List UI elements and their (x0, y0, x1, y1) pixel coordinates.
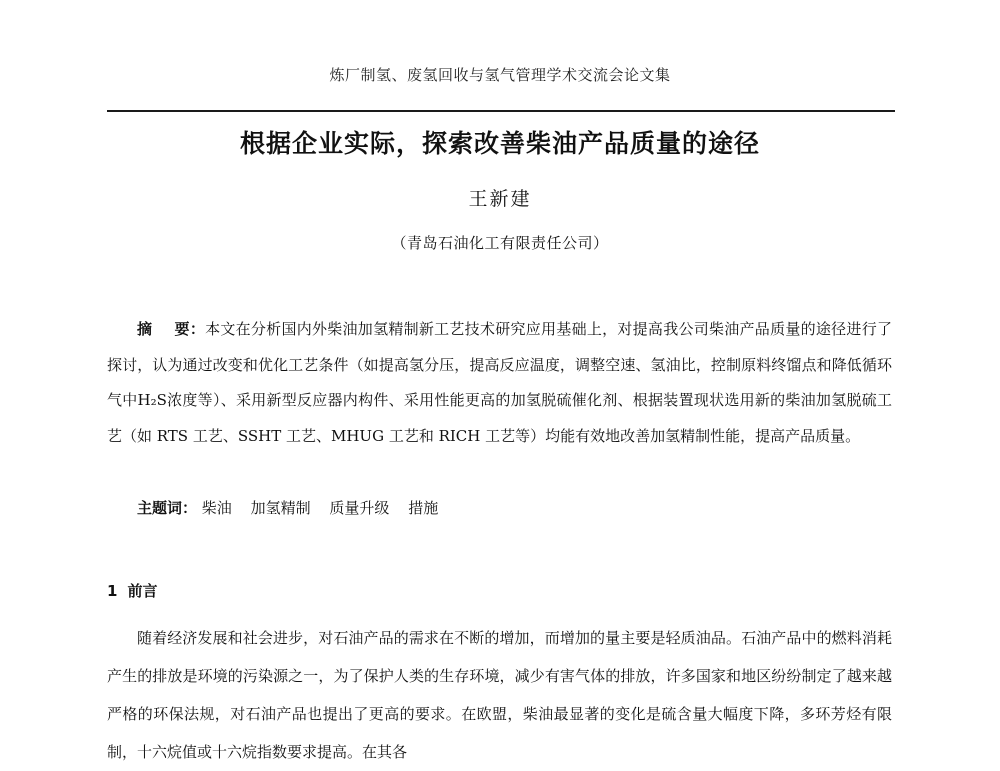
body-paragraph: 随着经济发展和社会进步，对石油产品的需求在不断的增加，而增加的量主要是轻质油品。石油产品中的燃料消耗产生的排放是环境的污染源之一，为了保护人类的生存环境，减少有害气体的排放，许多国家和地区纷纷制定了越来越严格的环保法规，对石油产品也提出了更高的要求。在欧盟，柴油最显著的变化是硫含量大幅度下降，多环芳烃有限制，十六烷值或十六烷指数要求提高。在其各 (107, 629, 892, 761)
running-header: 炼厂制氢、废氢回收与氢气管理学术交流会论文集 (329, 66, 671, 84)
author-name: 王新建 (468, 188, 532, 210)
keyword-item: 加氢精制 (250, 499, 311, 517)
keyword-item: 质量升级 (329, 499, 390, 517)
abstract-text: 本文在分析国内外柴油加氢精制新工艺技术研究应用基础上，对提高我公司柴油产品质量的途径进行了探讨，认为通过改变和优化工艺条件（如提高氢分压，提高反应温度，调整空速、氢油比，控制原料终馏点和降低循环气中H₂S浓度等）、采用新型反应器内构件、采用性能更高的加氢脱硫催化剂、根据装置现状选用新的柴油加氢脱硫工艺（如 RTS 工艺、SSHT 工艺、MHUG 工艺和 RICH 工艺等）均能有效地改善加氢精制性能，提高产品质量。 (107, 320, 892, 445)
abstract-label: 摘 要： (137, 320, 206, 338)
header-divider (107, 110, 895, 112)
keyword-item: 措施 (408, 499, 439, 517)
section-heading (107, 580, 157, 601)
section-number: 1 (107, 582, 118, 600)
keywords-label: 主题词： (137, 499, 198, 517)
section-title: 前言 (127, 582, 158, 600)
keywords-line (137, 497, 452, 518)
abstract-paragraph (107, 312, 892, 454)
paper-title: 根据企业实际，探索改善柴油产品质量的途径 (239, 129, 760, 158)
author-affiliation: （青岛石油化工有限责任公司） (391, 234, 609, 252)
keyword-item: 柴油 (201, 499, 232, 517)
